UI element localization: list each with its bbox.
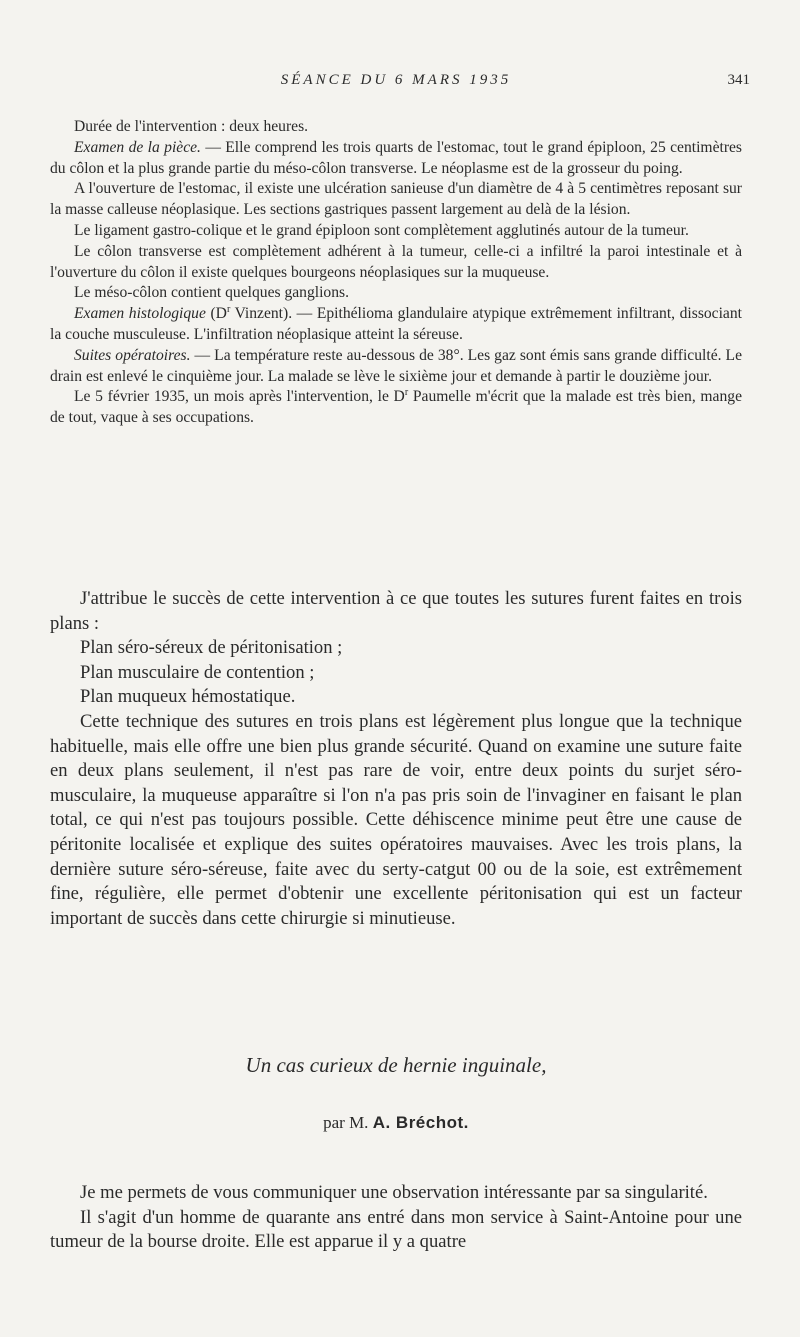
- article-body: [50, 1181, 742, 1255]
- histology-paragraph: [50, 304, 742, 346]
- histology-label: Examen histologique: [74, 305, 206, 323]
- page-header: [50, 72, 750, 94]
- examen-piece-label: Examen de la pièce.: [74, 138, 201, 156]
- histology-text: Vinzent). — Epithélioma glandulaire atypique extrêmement infiltrant, dissociant la couche musculeuse. L'infiltration néoplasique atteint la séreuse.: [50, 305, 742, 343]
- running-title: SÉANCE DU 6 MARS 1935: [280, 72, 512, 88]
- discussion-section: [50, 587, 742, 931]
- fevrier-sup: r: [404, 387, 409, 399]
- histology-dr-sup: r: [226, 304, 231, 316]
- technique-paragraph: Cette technique des sutures en trois plans est légèrement plus longue que la technique habituelle, mais elle offre une bien plus grande sécurité. Quand on examine une suture faite en deux plans seulement, il n'est pas rare de voir, entre deux points du surjet séro-musculaire, la muqueuse apparaître si l'on n'a pas pris soin de l'invaginer en faisant le plan total, ce qui n'est pas toujours possible. Cette déhiscence minime peut être une cause de péritonite localisée et explique des suites opératoires mauvaises. Avec les trois plans, la dernière suture séro-séreuse, faite avec du serty-catgut 00 ou de la soie, est extrêmement fine, régulière, elle permet d'obtenir une excellente péritonisation qui est un facteur important de succès dans cette chirurgie si minutieuse.: [50, 710, 742, 929]
- article-paragraph-1: Je me permets de vous communiquer une observation intéressante par sa singularité.: [80, 1182, 708, 1203]
- byline-prefix: par M.: [323, 1113, 373, 1132]
- fevrier-text: Paumelle m'écrit que la malade est très bien, mange de tout, vaque à ses occupations.: [50, 388, 742, 427]
- article-paragraph-2: Il s'agit d'un homme de quarante ans entré dans mon service à Saint-Antoine pour une tumeur de la bourse droite. Elle est apparue il y a quatre: [50, 1206, 742, 1253]
- suites-paragraph: [50, 346, 742, 388]
- colon-paragraph: Le côlon transverse est complètement adhérent à la tumeur, celle-ci a infiltré la paroi intestinale et à l'ouverture du côlon il existe quelques bourgeons néoplasiques sur la muqueuse.: [50, 242, 742, 281]
- plan-1: Plan séro-séreux de péritonisation ;: [80, 637, 343, 659]
- fevrier-paragraph: [50, 387, 742, 429]
- attribution-paragraph: J'attribue le succès de cette intervention à ce que toutes les sutures furent faites en trois plans :: [50, 588, 742, 634]
- meso-paragraph: Le méso-côlon contient quelques ganglions.: [74, 284, 349, 302]
- suites-text: — La température reste au-dessous de 38°. Les gaz sont émis sans grande difficulté. Le drain est enlevé le cinquième jour. La malade se lève le sixième jour et demande à partir le douzième jour.: [50, 346, 742, 385]
- ulceration-paragraph: A l'ouverture de l'estomac, il existe une ulcération sanieuse d'un diamètre de 4 à 5 centimètres reposant sur la masse calleuse néoplasique. Les sections gastriques passent largement au delà de la lésion.: [50, 180, 742, 219]
- page-number: 341: [727, 72, 750, 88]
- examen-piece-text: — Elle comprend les trois quarts de l'estomac, tout le grand épiploon, 25 centimètres du côlon et la plus grande partie du méso-côlon transverse. Le néoplasme est de la grosseur du poing.: [50, 138, 743, 177]
- article-byline: [50, 1113, 742, 1133]
- fevrier-prefix: Le 5 février 1935, un mois après l'intervention, le D: [74, 388, 405, 406]
- ligament-paragraph: Le ligament gastro-colique et le grand épiploon sont complètement agglutinés autour de la tumeur.: [74, 221, 689, 239]
- observation-section: [50, 117, 742, 429]
- article-title: Un cas curieux de hernie inguinale,: [245, 1053, 547, 1077]
- plan-2: Plan musculaire de contention ;: [80, 661, 315, 683]
- author-name: A. Bréchot.: [372, 1113, 469, 1132]
- suites-label: Suites opératoires.: [74, 346, 191, 364]
- histology-dr-prefix: (D: [205, 305, 227, 323]
- plan-3: Plan muqueux hémostatique.: [80, 686, 296, 708]
- duration-paragraph: Durée de l'intervention : deux heures.: [74, 118, 309, 135]
- examen-piece-paragraph: [50, 138, 742, 180]
